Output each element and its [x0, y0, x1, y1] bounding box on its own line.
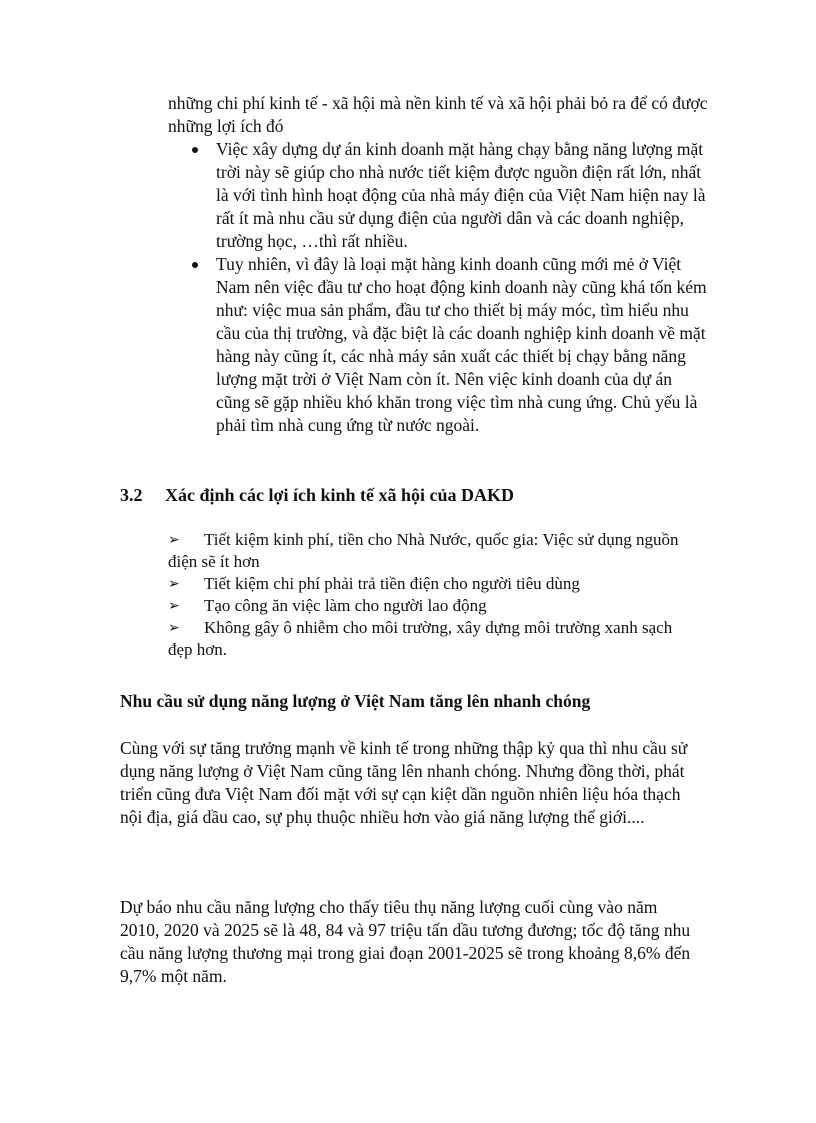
benefit-text: Tiết kiệm kinh phí, tiền cho Nhà Nước, quốc gia: Việc sử dụng nguồn điện sẽ ít hơn [168, 530, 679, 571]
benefit-item [168, 595, 688, 617]
benefit-item [168, 617, 688, 661]
benefit-list [168, 529, 688, 661]
section-title: Xác định các lợi ích kinh tế xã hội của DAKD [165, 485, 514, 505]
arrow-bullet-icon: ➢ [168, 598, 180, 614]
paragraph-forecast: Dự báo nhu cầu năng lượng cho thấy tiêu thụ năng lượng cuối cùng vào năm 2010, 2020 và 2025 sẽ là 48, 84 và 97 triệu tấn dầu tương đương; tốc độ tăng nhu cầu năng lượng thương mại trong giai đoạn 2001-2025 sẽ trong khoảng 8,6% đến 9,7% một năm. [120, 897, 691, 986]
paragraph-energy-demand: Cùng với sự tăng trưởng mạnh về kinh tế trong những thập kỷ qua thì nhu cầu sử dụng năng lượng ở Việt Nam cũng tăng lên nhanh chóng. Nhưng đồng thời, phát triển cũng đưa Việt Nam đối mặt với sự cạn kiệt dần nguồn nhiên liệu hóa thạch nội địa, giá dầu cao, sự phụ thuộc nhiều hơn vào giá năng lượng thế giới.... [120, 738, 688, 827]
bullet-item [190, 138, 710, 253]
bullet-list [190, 138, 710, 437]
section-heading [120, 483, 514, 507]
bullet-dot-icon [192, 147, 198, 153]
benefit-item [168, 573, 688, 595]
arrow-bullet-icon: ➢ [168, 532, 180, 548]
section-number: 3.2 [120, 485, 143, 505]
benefit-text: Tiết kiệm chi phí phải trả tiền điện cho người tiêu dùng [204, 574, 580, 593]
intro-paragraph: những chi phí kinh tế - xã hội mà nền kinh tế và xã hội phải bỏ ra để có được những lợi ích đó [168, 93, 708, 136]
bullet-dot-icon [192, 262, 198, 268]
benefit-text: Tạo công ăn việc làm cho người lao động [204, 596, 487, 615]
arrow-bullet-icon: ➢ [168, 620, 180, 636]
bullet-item [190, 253, 710, 437]
arrow-bullet-icon: ➢ [168, 576, 180, 592]
bullet-text: Việc xây dựng dự án kinh doanh mặt hàng chạy bằng năng lượng mặt trời này sẽ giúp cho nhà nước tiết kiệm được nguồn điện rất lớn, nhất là với tình hình hoạt động của nhà máy điện của Việt Nam hiện nay là rất ít mà nhu cầu sử dụng điện của người dân và các doanh nghiệp, trường học, …thì rất nhiều. [216, 139, 706, 251]
benefit-text: Không gây ô nhiễm cho môi trường, xây dựng môi trường xanh sạch đẹp hơn. [168, 618, 673, 659]
subheading: Nhu cầu sử dụng năng lượng ở Việt Nam tăng lên nhanh chóng [120, 691, 591, 711]
benefit-item [168, 529, 688, 573]
bullet-text: Tuy nhiên, vì đây là loại mặt hàng kinh doanh cũng mới mẻ ở Việt Nam nên việc đầu tư cho hoạt động kinh doanh này cũng khá tốn kém như: việc mua sản phẩm, đầu tư cho thiết bị máy móc, tìm hiểu nhu cầu của thị trường, và đặc biệt là các doanh nghiệp kinh doanh về mặt hàng này cũng ít, các nhà máy sản xuất các thiết bị chạy bằng năng lượng mặt trời ở Việt Nam còn ít. Nên việc kinh doanh của dự án cũng sẽ gặp nhiều khó khăn trong việc tìm nhà cung ứng. Chủ yếu là phải tìm nhà cung ứng từ nước ngoài. [216, 254, 707, 435]
